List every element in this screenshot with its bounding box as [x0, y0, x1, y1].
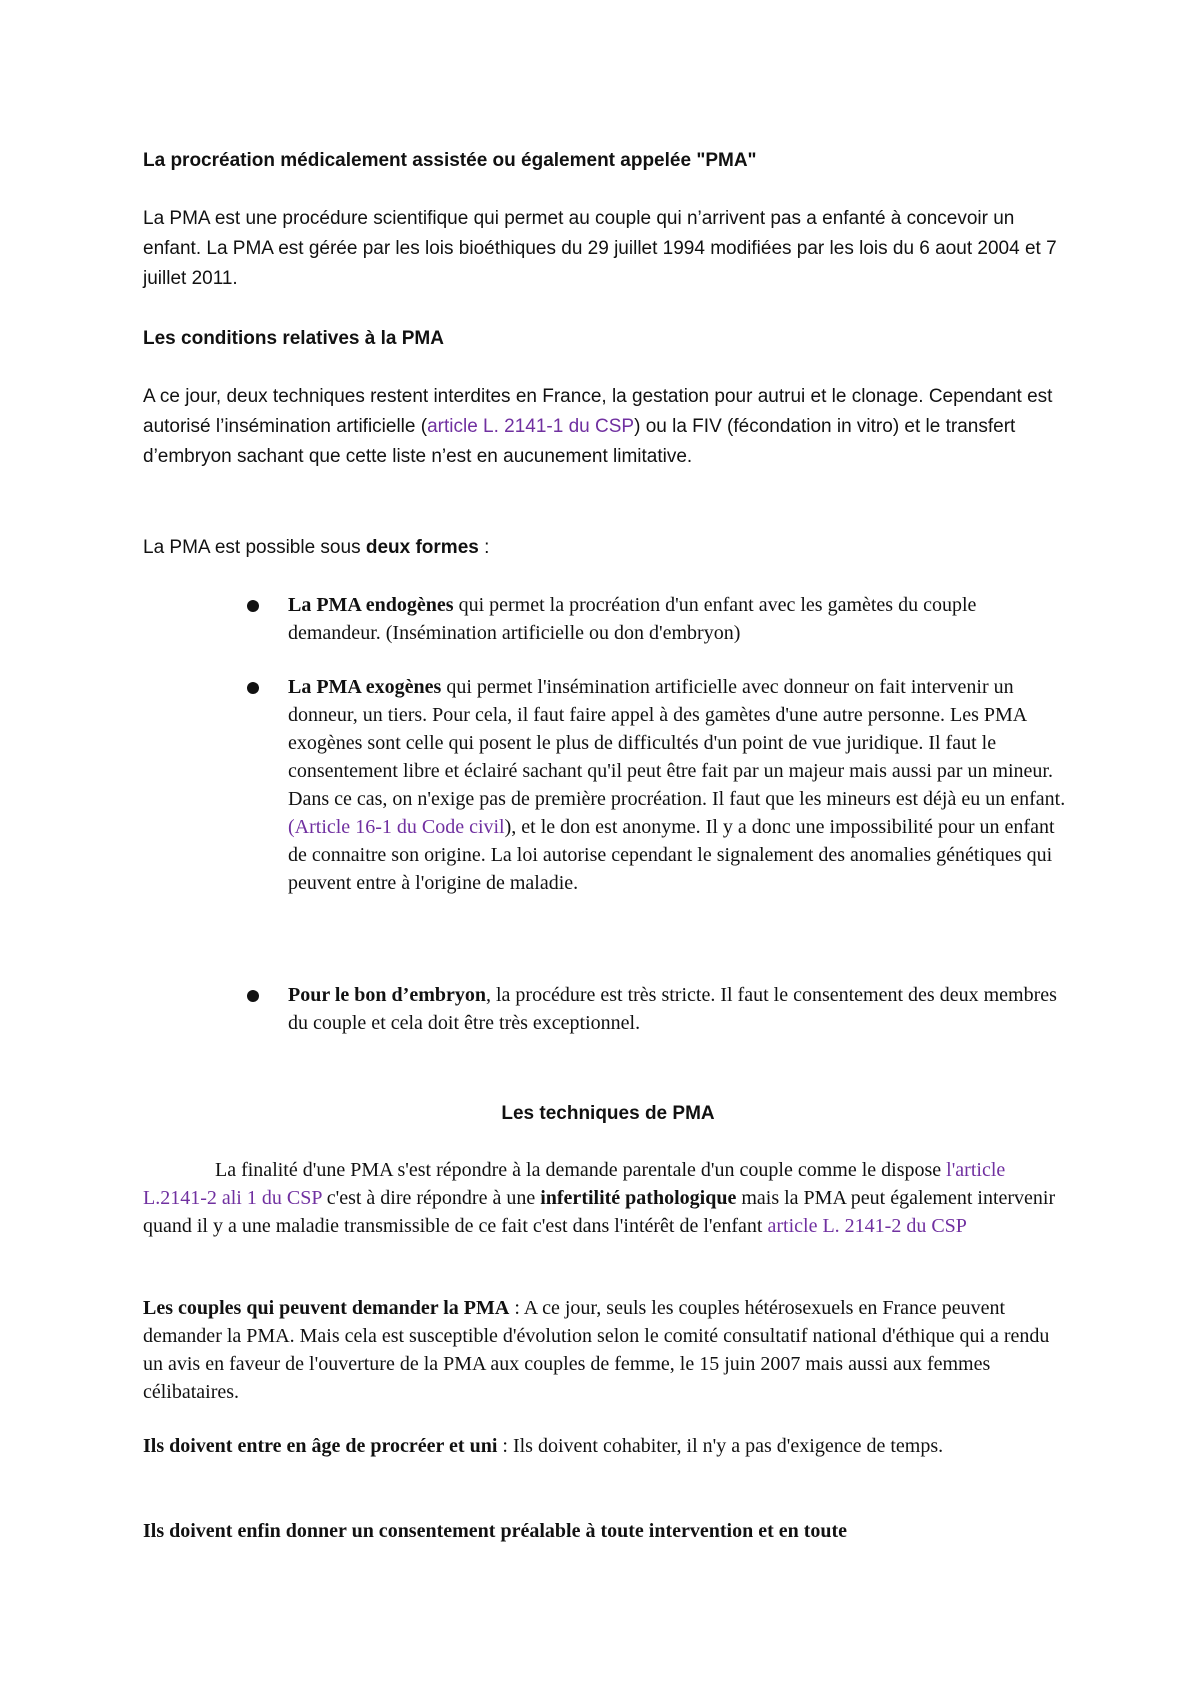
- age-text: : Ils doivent cohabiter, il n'y a pas d'exigence de temps.: [497, 1435, 944, 1457]
- techniques-text-b: c'est à dire répondre à une: [321, 1187, 541, 1209]
- forms-text-after: :: [478, 537, 490, 558]
- age-bold: Ils doivent entre en âge de procréer et uni: [143, 1435, 498, 1457]
- bullet-exogenes-bold: La PMA exogènes: [288, 676, 442, 698]
- techniques-paragraph: [143, 1156, 1073, 1240]
- article-l2141-2-link[interactable]: article L. 2141-2 du CSP: [767, 1215, 967, 1237]
- article-l2141-2-ali1-link[interactable]: l'article L.2141-2 ali 1 du CSP: [143, 1159, 1006, 1209]
- document-title: La procréation médicalement assistée ou également appelée "PMA": [143, 150, 757, 171]
- conditions-text-after: ) ou la FIV (fécondation in vitro) et le transfert d’embryon sachant que cette liste n’est en aucunement limitative.: [143, 416, 1016, 467]
- forms-bold: deux formes: [365, 537, 479, 558]
- bullet-item-exogenes: [288, 673, 1074, 897]
- article-l2141-1-link[interactable]: article L. 2141-1 du CSP: [427, 416, 635, 437]
- bullet-item-endogenes: [288, 591, 1074, 647]
- bullet-exogenes-text-before: qui permet l'insémination artificielle avec donneur on fait intervenir un donneur, un tiers. Pour cela, il faut faire appel à des gamètes d'une autre personne. Les PMA exogènes sont celle qui posent le plus de difficultés d'un point de vue juridique. Il faut le consentement libre et éclairé sachant qu'il peut être fait par un majeur mais aussi par un mineur. Dans ce cas, on n'exige pas de première procréation. Il faut que les mineurs est déjà eu un enfant.: [288, 676, 1066, 810]
- techniques-heading: Les techniques de PMA: [501, 1103, 715, 1124]
- couples-text: : A ce jour, seuls les couples hétérosexuels en France peuvent demander la PMA. Mais cela est susceptible d'évolution selon le comité consultatif national d'éthique qui a rendu un avis en faveur de l'ouverture de la PMA aux couples de femme, le 15 juin 2007 mais aussi aux femmes célibataires.: [143, 1297, 1050, 1403]
- couples-paragraph: [143, 1294, 1073, 1406]
- bullet-dot-icon: [247, 990, 259, 1002]
- bullet-don-embryon-text: , la procédure est très stricte. Il faut le consentement des deux membres du couple et cela doit être très exceptionnel.: [288, 984, 1057, 1034]
- couples-bold: Les couples qui peuvent demander la PMA: [143, 1297, 510, 1319]
- techniques-text-c: mais la PMA peut également intervenir quand il y a une maladie transmissible de ce fait c'est dans l'intérêt de l'enfant: [143, 1187, 1056, 1237]
- bullet-don-embryon-bold: Pour le bon d’embryon: [288, 984, 486, 1006]
- conditions-heading: Les conditions relatives à la PMA: [143, 328, 444, 349]
- bullet-endogenes-bold: La PMA endogènes: [288, 594, 454, 616]
- conditions-paragraph: [143, 382, 1073, 472]
- age-paragraph: [143, 1432, 1073, 1460]
- forms-paragraph: [143, 533, 1073, 563]
- bullet-exogenes-text-after: ), et le don est anonyme. Il y a donc une impossibilité pour un enfant de connaitre son origine. La loi autorise cependant le signalement des anomalies génétiques qui peuvent entre à l'origine de maladie.: [288, 816, 1055, 894]
- article-16-1-code-civil-link[interactable]: (Article 16-1 du Code civil: [288, 816, 505, 838]
- techniques-text-a: La finalité d'une PMA s'est répondre à la demande parentale d'un couple comme le dispose: [215, 1159, 947, 1181]
- consent-paragraph: Ils doivent enfin donner un consentement préalable à toute intervention et en toute: [143, 1520, 848, 1542]
- bullet-dot-icon: [247, 600, 259, 612]
- forms-text-before: La PMA est possible sous: [143, 537, 366, 558]
- conditions-text-before: A ce jour, deux techniques restent interdites en France, la gestation pour autrui et le clonage. Cependant est autorisé l’insémination artificielle (: [143, 386, 1053, 437]
- bullet-dot-icon: [247, 682, 259, 694]
- bullet-endogenes-text: qui permet la procréation d'un enfant avec les gamètes du couple demandeur. (Insémination artificielle ou don d'embryon): [288, 594, 977, 644]
- intro-paragraph: La PMA est une procédure scientifique qui permet au couple qui n’arrivent pas a enfanté à concevoir un enfant. La PMA est gérée par les lois bioéthiques du 29 juillet 1994 modifiées par les lois du 6 aout 2004 et 7 juillet 2011.: [143, 208, 1057, 289]
- infertilite-bold: infertilité pathologique: [540, 1187, 737, 1209]
- bullet-item-don-embryon: [288, 981, 1074, 1037]
